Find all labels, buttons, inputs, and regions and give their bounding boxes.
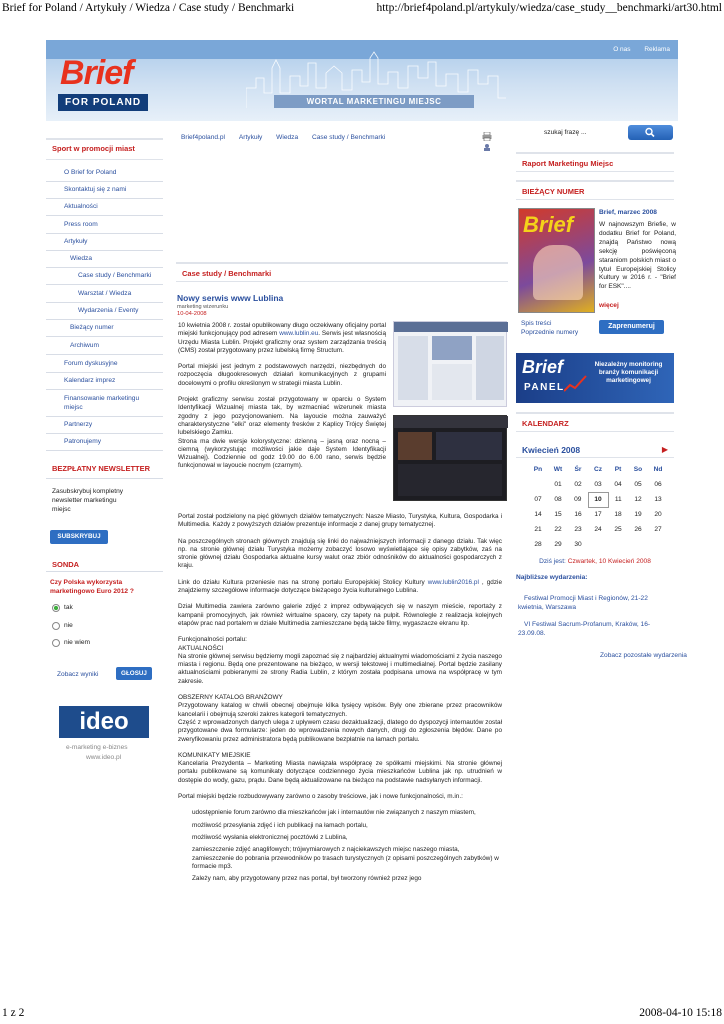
poll-question: Czy Polska wykorzysta marketingowo Euro 2012 ? xyxy=(50,579,134,595)
features-list xyxy=(192,809,502,883)
sidebar-divider xyxy=(46,372,163,373)
calendar-day[interactable]: 11 xyxy=(614,496,622,503)
issue-more-link[interactable]: więcej xyxy=(599,302,619,309)
communiques-subheading: KOMUNIKATY MIEJSKIE xyxy=(178,751,251,759)
calendar-day[interactable]: 19 xyxy=(634,511,642,518)
p1-rest: . Serwis jest własnością Urzędu Miasta Lublin. Projekt graficzny oraz system zarządzania treścią (CMS) został przygotowany przez lubelską firmę Structum. xyxy=(178,330,386,354)
calendar-day[interactable]: 18 xyxy=(614,511,622,518)
article-paragraph-10b: Część z wprowadzonych danych ulega z upływem czasu dezaktualizacji, dlatego do dyspozycji internautów został przygotowane dwa formularze: jeden do wprowadzenia nowych danych, drugi do zgłoszenia błędów. Dane po zweryfikowaniu przez administratora będą publikowane bezpłatnie na łamach portalu. xyxy=(178,718,502,743)
sidebar-divider xyxy=(46,319,163,320)
calendar-title: KALENDARZ xyxy=(522,419,569,428)
sidebar-item[interactable]: Skontaktuj się z nami xyxy=(64,186,127,193)
calendar-day[interactable]: 23 xyxy=(574,526,582,533)
event-item[interactable] xyxy=(518,595,673,612)
calendar-day[interactable]: 27 xyxy=(654,526,662,533)
poll-option-yes-label: tak xyxy=(64,604,73,611)
article-paragraph-5: Portal został podzielony na pięć głównych działów tematycznych: Nasze Miasto, Turystyka, Kultura, Gospodarka i Multimedia. Każdy z powyższych działów prezentuje informacje z danej grupy tematycznej. xyxy=(178,513,502,529)
poll-results-link[interactable]: Zobacz wyniki xyxy=(57,671,99,678)
prev-issues-link[interactable]: Poprzednie numery xyxy=(521,329,579,336)
current-issue-title: BIEŻĄCY NUMER xyxy=(522,187,585,196)
today-label: Dziś jest: xyxy=(539,558,568,565)
sidebar-item[interactable]: Patronujemy xyxy=(64,438,102,445)
breadcrumb xyxy=(181,134,385,141)
calendar-day[interactable]: 21 xyxy=(534,526,542,533)
print-icon[interactable] xyxy=(482,132,492,141)
calendar-day[interactable]: 12 xyxy=(634,496,642,503)
event-item[interactable] xyxy=(518,621,673,638)
article-paragraph-2: Portal miejski jest jednym z podstawowych narzędzi, niezbędnych do rozpoczęcia długookresowych działań komunikacyjnych z grupami docelowymi o profilu określonym w strategii miasta Lublin. xyxy=(178,363,386,387)
calendar-day[interactable]: 20 xyxy=(654,511,662,518)
raport-box xyxy=(516,152,674,172)
print-header-url: http://brief4poland.pl/artykuly/wiedza/case_study__benchmarki/art30.html xyxy=(376,2,722,14)
calendar-next-icon[interactable]: ▶ xyxy=(661,445,668,454)
article-paragraph-3: Projekt graficzny serwisu został przygotowany w oparciu o System Identyfikacji Wizualnej miasta tak, by wzmacniać wizerunek miasta zgodny z jego pozycjonowaniem. Na layoucie można zauważyć charakterystyczne "elki" oraz elementy fresków z Kaplicy Trójcy Świętej lubelskiego Zamku. xyxy=(178,396,386,437)
newsletter-title: BEZPŁATNY NEWSLETTER xyxy=(52,464,151,473)
poll-title: SONDA xyxy=(52,560,80,569)
calendar-weekday: Śr xyxy=(574,466,582,473)
article-paragraph-12: Portal miejski będzie rozbudowywany zarówno o zasoby treściowe, jak i nowe funkcjonalności, m.in.: xyxy=(178,793,463,801)
article-paragraph-11: Kancelaria Prezydenta – Marketing Miasta nawiązała współpracę ze spółkami miejskimi. Na stronie głównej portalu publikowane są komunikaty dotyczące codziennego życia mieszkańców Lublina jak np. utrudnień w dostępie do wody, gazu, prądu. Dane będą aktualizowane na bieżąco na podstawie nadsyłanych informacji. xyxy=(178,760,502,784)
article-paragraph-7 xyxy=(178,579,502,596)
sidebar-item[interactable]: Case study / Benchmarki xyxy=(78,272,152,279)
vote-button[interactable]: GŁOSUJ xyxy=(116,667,152,680)
calendar-day[interactable]: 01 xyxy=(554,481,562,488)
ideo-url: www.ideo.pl xyxy=(86,754,122,761)
calendar-day[interactable]: 30 xyxy=(574,541,582,548)
article-date: 10-04-2008 xyxy=(177,311,207,317)
calendar-day xyxy=(608,537,628,552)
event-item-2[interactable]: VI Festiwal Sacrum-Profanum, Kraków, 16-23.09.08. xyxy=(518,621,651,637)
brief-logo-subtitle: FOR POLAND xyxy=(58,94,148,111)
site-tagline: WORTAL MARKETINGU MIEJSC xyxy=(274,95,474,108)
article-paragraph-9: Na stronie głównej serwisu będziemy mogli zapoznać się z najbardziej aktualnymi wiadomościami z życia naszego miasta i regionu. Będą one prezentowane na bieżąco, w wersji tekstowej i multimedialnej. Portal będzie zasilany aktualnościami pobieranymi ze strony Radia Lublin, z którym została podpisana umowa na współpracę w tym zakresie. xyxy=(178,652,502,685)
calendar-month: Kwiecień 2008 xyxy=(522,445,581,455)
calendar-weekday: So xyxy=(633,466,643,473)
calendar-day[interactable]: 28 xyxy=(534,541,542,548)
email-icon[interactable] xyxy=(483,143,491,151)
breadcrumb-articles[interactable]: Artykuły xyxy=(238,134,263,141)
sidebar-divider xyxy=(46,267,163,268)
calendar-day[interactable]: 29 xyxy=(554,541,562,548)
lublin-eu-link[interactable]: www.lublin.eu xyxy=(279,330,319,338)
top-link-about[interactable]: O nas xyxy=(613,46,631,53)
issue-title[interactable]: Brief, marzec 2008 xyxy=(599,209,657,216)
p1-text: 10 kwietnia 2008 r. został opublikowany długo oczekiwany oficjalny portal miejski funkcjonujący pod adresem xyxy=(178,322,386,338)
calendar-day[interactable]: 16 xyxy=(574,511,582,518)
news-subheading: AKTUALNOŚCI xyxy=(178,644,224,652)
functions-heading: Funkcjonalności portalu: xyxy=(178,636,247,644)
calendar-day-today[interactable]: 10 xyxy=(588,492,608,507)
lublin2016-link[interactable]: www.lublin2016.pl xyxy=(427,578,479,586)
calendar-day[interactable]: 02 xyxy=(574,481,582,488)
sidebar-divider xyxy=(46,389,163,390)
calendar-box xyxy=(516,412,674,432)
panel-sub: PANEL xyxy=(524,382,565,393)
sidebar-item[interactable]: Partnerzy xyxy=(64,421,93,428)
issue-text: W najnowszym Briefie, w dodatku Brief for Poland, znajdą Państwo nową sekcję poświęconą staraniom polskich miast o tytuł Europejskiej Stolicy Kultury w 2016 r. - "Brief for ESK".... xyxy=(599,221,676,291)
poll-option-yes-radio[interactable] xyxy=(52,604,60,612)
panel-text: Niezależny monitoring branży komunikacji marketingowej xyxy=(594,361,663,384)
article-paragraph-10: Przygotowany katalog w chwili obecnej obejmuje kilka tysięcy wpisów. Były one zbierane przez pracowników kancelarii i obejmują szeroki zakres kategorii tematycznych. xyxy=(178,702,502,718)
sidebar-item[interactable]: Wiedza xyxy=(70,255,92,262)
poll-option-no-radio[interactable] xyxy=(52,622,60,630)
calendar-day xyxy=(528,477,548,492)
calendar-grid xyxy=(528,462,668,552)
search-button[interactable] xyxy=(628,125,673,140)
calendar-day[interactable]: 05 xyxy=(634,481,642,488)
sidebar-divider xyxy=(46,181,163,182)
toc-link[interactable]: Spis treści xyxy=(521,320,552,327)
sidebar-divider xyxy=(46,250,163,251)
article-paragraph-1 xyxy=(178,322,386,355)
poll-option-dunno-label: nie wiem xyxy=(64,639,91,646)
chart-arrow-icon xyxy=(564,373,588,393)
cover-logo: Brief xyxy=(523,212,574,237)
breadcrumb-case-study[interactable]: Case study / Benchmarki xyxy=(311,134,386,141)
sidebar-divider xyxy=(46,433,163,434)
top-link-ads[interactable]: Reklama xyxy=(644,46,670,53)
calendar-weekday: Cz xyxy=(593,466,603,473)
calendar-weekday: Pt xyxy=(614,466,622,473)
sidebar-item[interactable]: Press room xyxy=(64,221,98,228)
today-line xyxy=(516,558,674,565)
calendar-month-bar xyxy=(516,442,674,458)
event-item-1[interactable]: Festiwal Promocji Miast i Regionów, 21-22 kwietnia, Warszawa xyxy=(518,595,648,611)
subscribe-magazine-button[interactable]: Zaprenumeruj xyxy=(599,320,664,334)
poll-option-dunno-radio[interactable] xyxy=(52,639,60,647)
calendar-day[interactable]: 06 xyxy=(654,481,662,488)
more-events-link[interactable]: Zobacz pozostałe wydarzenia xyxy=(600,652,687,659)
sport-promo-title[interactable]: Sport w promocji miast xyxy=(52,144,135,153)
features-list-item: udostępnienie forum zarówno dla mieszkańców jak i internautów nie związanych z naszym miastem, xyxy=(192,809,476,817)
panel-logo: Brief xyxy=(522,357,564,377)
sport-promo-box xyxy=(46,138,163,160)
calendar-day[interactable]: 09 xyxy=(574,496,582,503)
features-list-item: zamieszczenie zdjęć anaglifowych; trójwymiarowych z najciekawszych miejsc naszego miasta, zamieszczenie do pobrania przewodników po trasach turystycznych (z opisami poszczególnych zabytków) w formacie mp3. xyxy=(192,846,499,870)
sidebar-divider xyxy=(46,198,163,199)
calendar-day xyxy=(628,537,648,552)
sidebar-divider xyxy=(46,336,163,337)
sidebar-item[interactable]: Bieżący numer xyxy=(70,324,114,331)
brief-logo[interactable]: Brief xyxy=(60,54,133,92)
calendar-day[interactable]: 15 xyxy=(554,511,562,518)
today-value: Czwartek, 10 Kwiecień 2008 xyxy=(567,558,651,565)
sidebar-divider xyxy=(46,354,163,355)
raport-title[interactable]: Raport Marketingu Miejsc xyxy=(522,159,614,168)
features-list-item: możliwość wysłania elektronicznej pocztówki z Lublina, xyxy=(192,833,348,841)
sidebar-divider xyxy=(46,450,163,451)
calendar-weekday: Wt xyxy=(553,466,563,473)
calendar-weekday: Nd xyxy=(653,466,663,473)
calendar-day[interactable]: 24 xyxy=(594,526,602,533)
calendar-day[interactable]: 03 xyxy=(594,480,602,488)
sidebar-divider xyxy=(46,416,163,417)
features-list-item: Zależy nam, aby przygotowany przez nas portal, był tworzony również przez jego xyxy=(192,875,422,883)
sidebar-item[interactable]: O Brief for Poland xyxy=(64,169,117,176)
ideo-tagline: e-marketing e-biznes xyxy=(66,744,128,751)
article-paragraph-4: Strona ma dwie wersje kolorystyczne: dzienną – jasną oraz nocną – ciemną (wykorzystując możliwości jakie daje System Identyfikacji Wizualnej). Codziennie od godz 19.00 do 6.00 rano, serwis będzie funkcjonował w layoucie nocnym (czarnym). xyxy=(178,437,386,470)
sidebar-item[interactable]: Finansowanie marketingu miejsc xyxy=(64,395,140,411)
sidebar-item[interactable]: Kalendarz imprez xyxy=(64,377,116,384)
calendar-day[interactable]: 08 xyxy=(554,496,562,503)
calendar-day[interactable]: 22 xyxy=(554,526,562,533)
sidebar-item[interactable]: Artykuły xyxy=(64,238,88,245)
sidebar-divider xyxy=(46,233,163,234)
calendar-day[interactable]: 04 xyxy=(614,481,622,488)
sidebar-item[interactable]: Archiwum xyxy=(70,342,99,349)
sidebar-divider xyxy=(46,302,163,303)
calendar-day[interactable]: 25 xyxy=(614,526,622,533)
lublin-night-screenshot xyxy=(393,415,507,501)
article-body-main xyxy=(178,513,502,883)
article-paragraph-6: Na poszczególnych stronach głównych znajdują się linki do najważniejszych informacji z danego działu. Tak więc np. na stronie głównej działu Turystyka możemy zobaczyć losowo wyświetlające się opisy zabytków, zaś na stronie głównej działu Gospodarka aktualne kursy walut oraz zbiór odnośników do aktualności gospodarczych z kraju. xyxy=(178,537,502,570)
current-issue-box xyxy=(516,180,674,200)
top-links xyxy=(601,46,670,53)
calendar-day[interactable]: 17 xyxy=(594,511,602,519)
p7-text: Link do działu Kultura przeniesie nas na stronę portalu Europejskiej Stolicy Kultury xyxy=(178,578,428,586)
sidebar-divider xyxy=(46,284,163,285)
sidebar-divider xyxy=(46,215,163,216)
features-list-item: możliwość przesyłania zdjęć i ich publikacji na łamach portalu, xyxy=(192,821,368,829)
poll-option-no-label: nie xyxy=(64,622,73,629)
article-title: Nowy serwis www Lublina xyxy=(177,293,284,303)
events-title: Najbliższe wydarzenia: xyxy=(516,574,588,581)
ideo-ad[interactable] xyxy=(46,700,163,772)
newsletter-text: Zasubskrybuj kompletny newsletter marketingu miejsc xyxy=(52,488,124,513)
lublin-day-screenshot xyxy=(393,321,507,407)
calendar-day[interactable]: 26 xyxy=(634,526,642,533)
p7-rest: , gdzie znajdziemy szczegółowe informacje dotyczące bieżącego życia kulturalnego Lublina. xyxy=(178,578,503,595)
print-footer-datetime: 2008-04-10 15:18 xyxy=(639,1007,722,1019)
search-input[interactable]: szukaj frazę ... xyxy=(544,129,587,136)
article-body-top xyxy=(178,322,386,471)
catalog-subheading: OBSZERNY KATALOG BRANŻOWY xyxy=(178,694,283,702)
subscribe-button[interactable]: SUBSKRYBUJ xyxy=(50,530,108,544)
sidebar-item[interactable]: Forum dyskusyjne xyxy=(64,360,118,367)
calendar-day xyxy=(588,537,608,552)
calendar-day xyxy=(648,537,668,552)
calendar-weekday: Pn xyxy=(533,466,543,473)
calendar-day[interactable]: 07 xyxy=(534,496,542,503)
calendar-day[interactable]: 13 xyxy=(654,496,662,503)
magazine-cover[interactable] xyxy=(518,208,595,313)
ideo-logo: ideo xyxy=(59,706,149,738)
print-footer-page: 1 z 2 xyxy=(2,1007,25,1019)
print-header-title: Brief for Poland / Artykuły / Wiedza / Case study / Benchmarki xyxy=(2,2,295,14)
site-banner xyxy=(46,40,678,121)
section-title: Case study / Benchmarki xyxy=(182,269,272,278)
calendar-day[interactable]: 14 xyxy=(534,511,542,518)
sidebar-item[interactable]: Aktualności xyxy=(64,203,98,210)
breadcrumb-home[interactable]: Brief4poland.pl xyxy=(181,134,225,141)
breadcrumb-knowledge[interactable]: Wiedza xyxy=(276,134,299,141)
brief-panel-ad[interactable] xyxy=(516,353,674,403)
sidebar-item[interactable]: Warsztat / Wiedza xyxy=(78,290,132,297)
article-paragraph-8: Dział Multimedia zawiera zarówno galerie zdjęć z imprez odbywających się w naszym mieście, reportaży z kampanii promocyjnych, jak również wirtualne spacery, czy tapety na pulpit. Równolegle z realizacja kolejnych etapów prac nad portalem w dziale Multimedia zamieszczane będą także filmy, wygaszacze ekranu itp. xyxy=(178,603,502,627)
search-icon xyxy=(628,125,673,140)
article-source: marketing wizerunku xyxy=(177,304,229,310)
sidebar-item[interactable]: Wydarzenia / Eventy xyxy=(78,307,139,314)
section-header xyxy=(176,262,508,282)
